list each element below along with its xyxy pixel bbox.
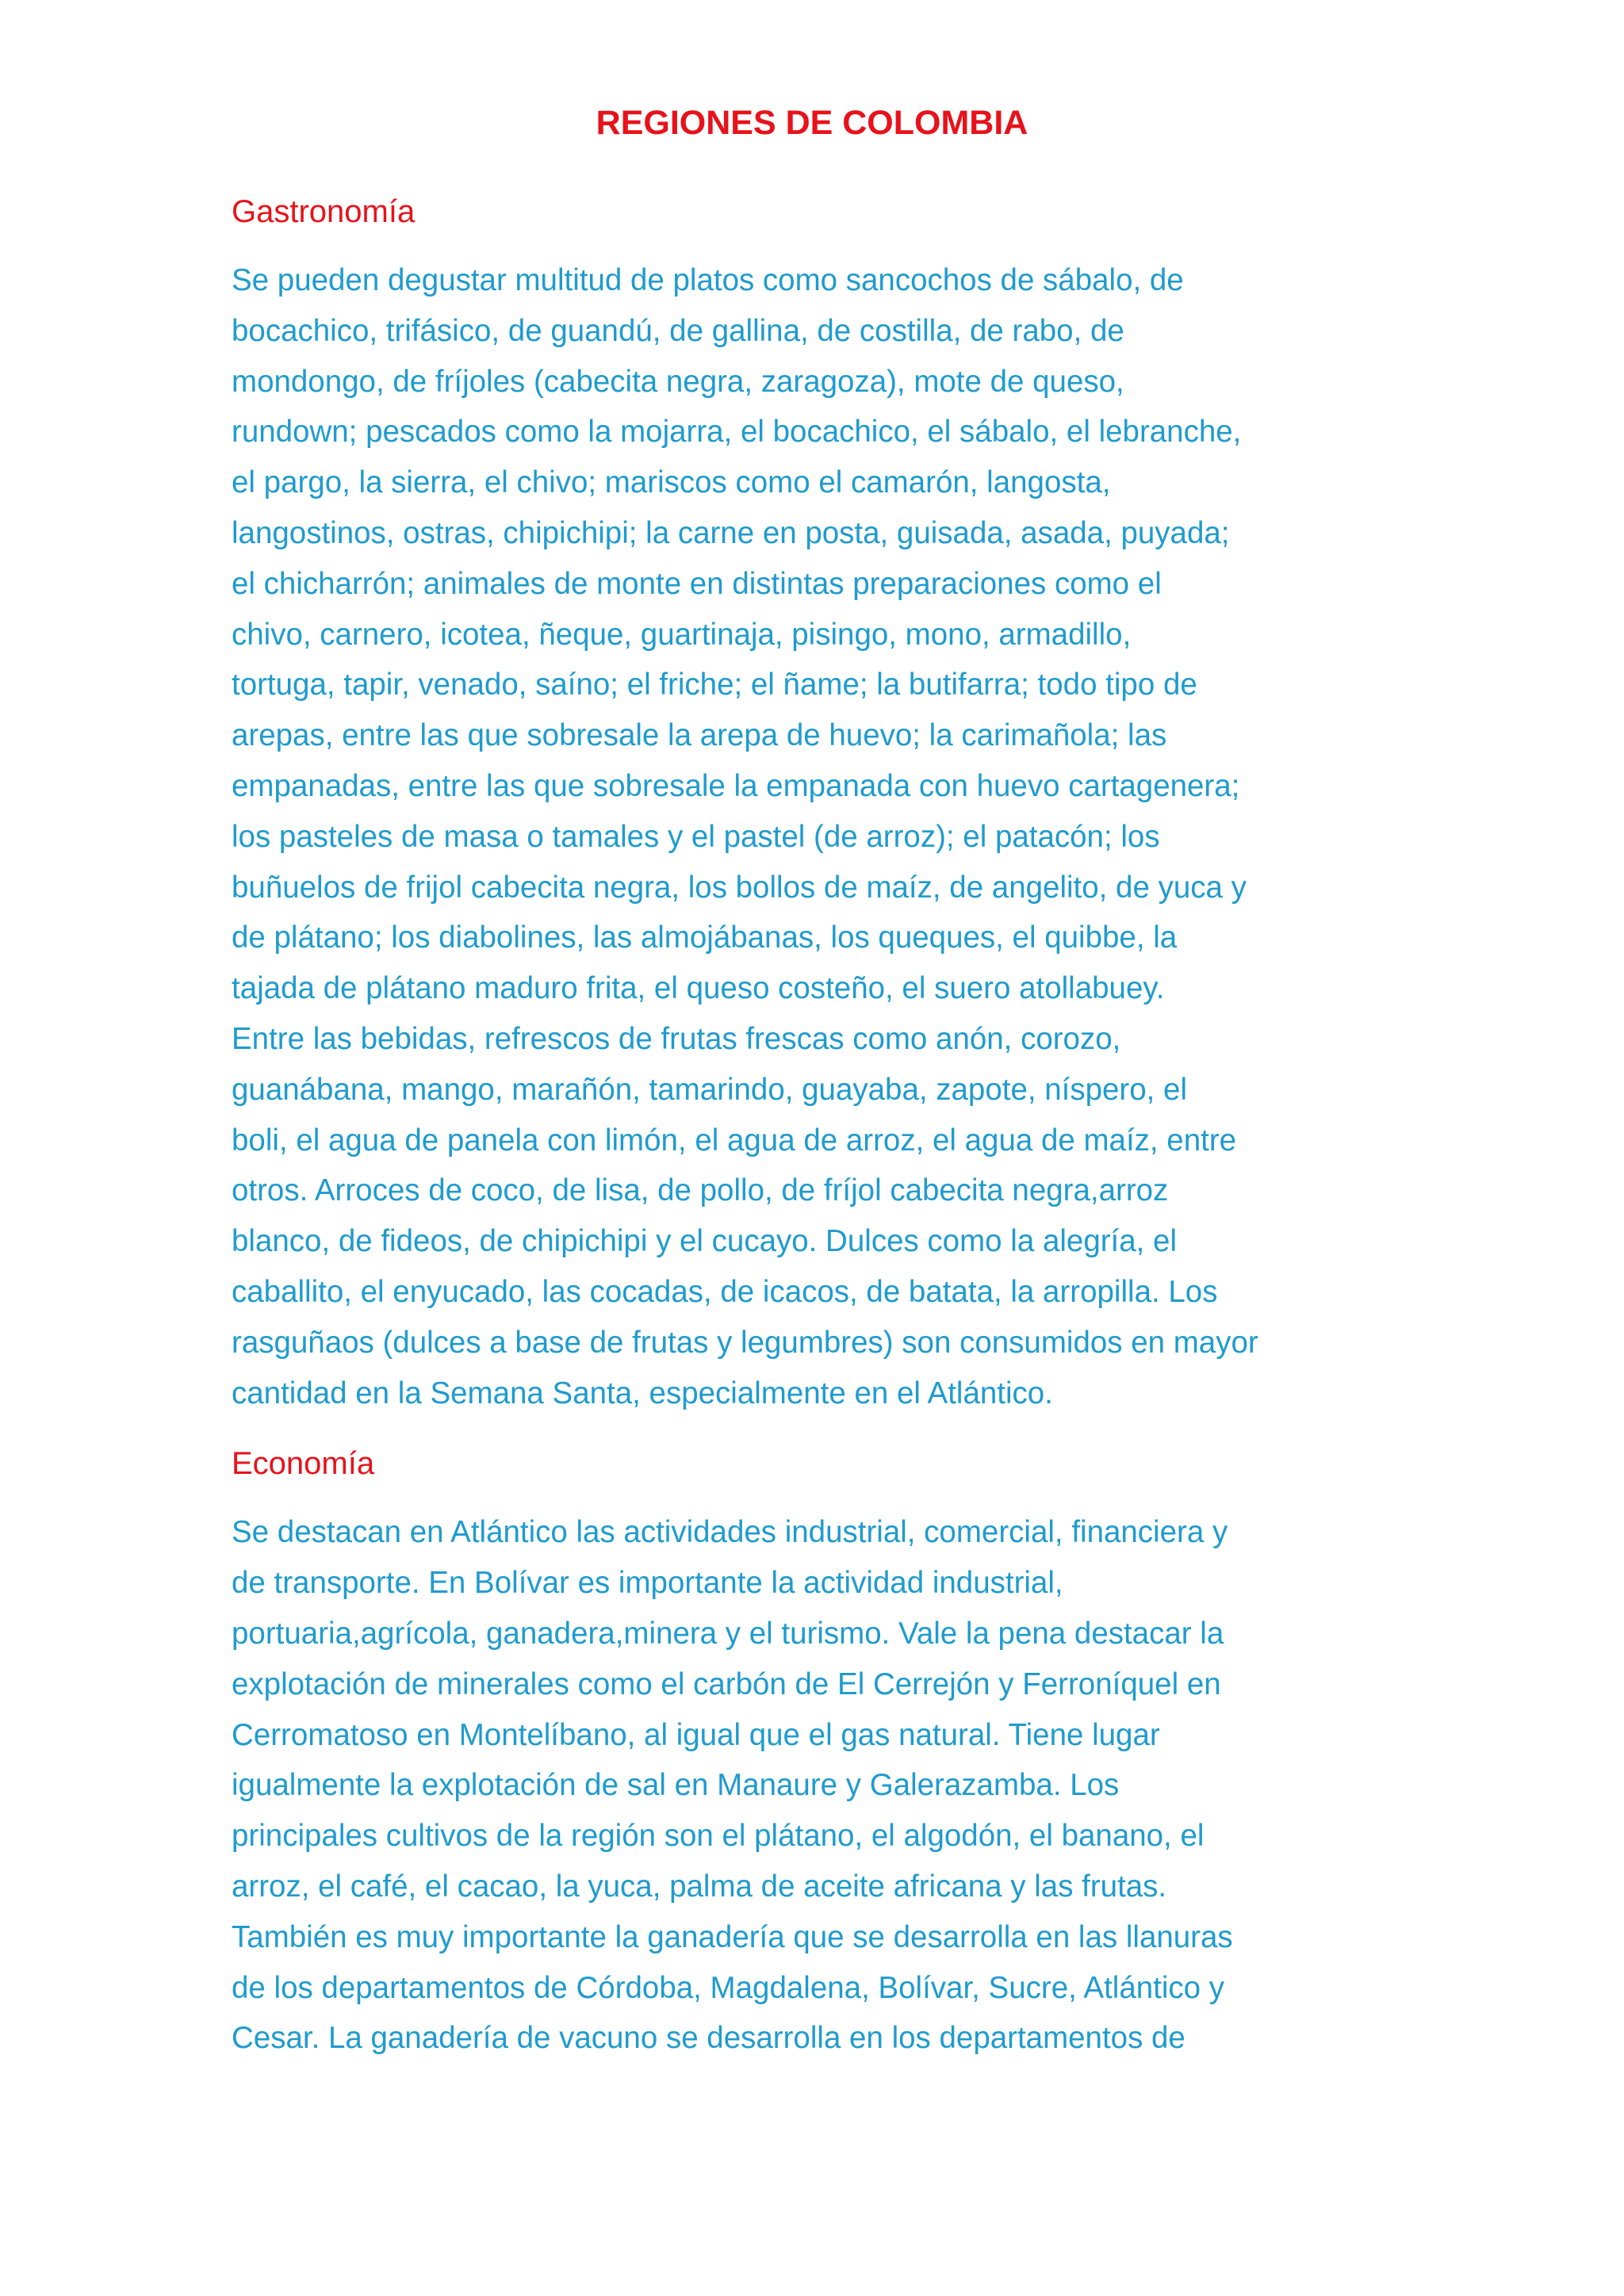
text-line: igualmente la explotación de sal en Manaure y Galerazamba. Los — [232, 1768, 1120, 1803]
text-line: Cerromatoso en Montelíbano, al igual que el gas natural. Tiene lugar — [232, 1717, 1160, 1752]
text-line: portuaria,agrícola, ganadera,minera y el turismo. Vale la pena destacar la — [232, 1616, 1224, 1651]
text-line: Cesar. La ganadería de vacuno se desarrolla en los departamentos de — [232, 2021, 1185, 2056]
text-line: arroz, el café, el cacao, la yuca, palma de aceite africana y las frutas. — [232, 1869, 1167, 1904]
text-line: los pasteles de masa o tamales y el pastel (de arroz); el patacón; los — [232, 819, 1160, 854]
section-economia — [232, 1442, 1405, 2064]
section-heading-gastronomia: Gastronomía — [232, 194, 416, 229]
text-line: el pargo, la sierra, el chivo; mariscos como el camarón, langosta, — [232, 465, 1111, 500]
text-line: de plátano; los diabolines, las almojábanas, los queques, el quibbe, la — [232, 920, 1178, 955]
text-line: buñuelos de frijol cabecita negra, los bollos de maíz, de angelito, de yuca y — [232, 870, 1247, 905]
text-line: blanco, de fideos, de chipichipi y el cucayo. Dulces como la alegría, el — [232, 1224, 1178, 1259]
text-line: bocachico, trifásico, de guandú, de gallina, de costilla, de rabo, de — [232, 313, 1124, 348]
text-line: boli, el agua de panela con limón, el agua de arroz, el agua de maíz, entre — [232, 1123, 1237, 1158]
section-heading-economia: Economía — [232, 1446, 375, 1482]
text-line: otros. Arroces de coco, de lisa, de pollo, de fríjol cabecita negra,arroz — [232, 1173, 1169, 1208]
section-text-economia — [232, 1507, 1405, 2064]
text-line: principales cultivos de la región son el plátano, el algodón, el banano, el — [232, 1819, 1205, 1854]
document-title: REGIONES DE COLOMBIA — [596, 104, 1028, 142]
section-text-gastronomia — [232, 255, 1405, 1418]
text-line: el chicharrón; animales de monte en distintas preparaciones como el — [232, 566, 1162, 601]
text-line: Se destacan en Atlántico las actividades industrial, comercial, financiera y — [232, 1515, 1228, 1550]
text-line: langostinos, ostras, chipichipi; la carne en posta, guisada, asada, puyada; — [232, 515, 1230, 550]
text-line: arepas, entre las que sobresale la arepa de huevo; la carimañola; las — [232, 718, 1167, 753]
text-line: También es muy importante la ganadería que se desarrolla en las llanuras — [232, 1919, 1233, 1954]
text-line: guanábana, mango, marañón, tamarindo, guayaba, zapote, níspero, el — [232, 1072, 1188, 1107]
text-line: empanadas, entre las que sobresale la empanada con huevo cartagenera; — [232, 768, 1240, 803]
text-line: tortuga, tapir, venado, saíno; el friche; el ñame; la butifarra; todo tipo de — [232, 668, 1197, 702]
text-line: cantidad en la Semana Santa, especialmente en el Atlántico. — [232, 1376, 1053, 1410]
text-line: Entre las bebidas, refrescos de frutas frescas como anón, corozo, — [232, 1021, 1121, 1056]
text-line: de transporte. En Bolívar es importante la actividad industrial, — [232, 1566, 1063, 1601]
text-line: mondongo, de fríjoles (cabecita negra, zaragoza), mote de queso, — [232, 364, 1124, 399]
document-content — [232, 190, 1405, 2087]
text-line: chivo, carnero, icotea, ñeque, guartinaja, pisingo, mono, armadillo, — [232, 617, 1132, 652]
section-gastronomia — [232, 190, 1405, 1418]
text-line: explotación de minerales como el carbón de El Cerrejón y Ferroníquel en — [232, 1667, 1221, 1701]
text-line: rundown; pescados como la mojarra, el bocachico, el sábalo, el lebranche, — [232, 415, 1242, 450]
text-line: de los departamentos de Córdoba, Magdalena, Bolívar, Sucre, Atlántico y — [232, 1970, 1225, 2005]
text-line: tajada de plátano maduro frita, el queso costeño, el suero atollabuey. — [232, 971, 1165, 1006]
text-line: caballito, el enyucado, las cocadas, de icacos, de batata, la arropilla. Los — [232, 1274, 1218, 1309]
text-line: Se pueden degustar multitud de platos como sancochos de sábalo, de — [232, 263, 1184, 297]
text-line: rasguñaos (dulces a base de frutas y legumbres) son consumidos en mayor — [232, 1325, 1258, 1360]
